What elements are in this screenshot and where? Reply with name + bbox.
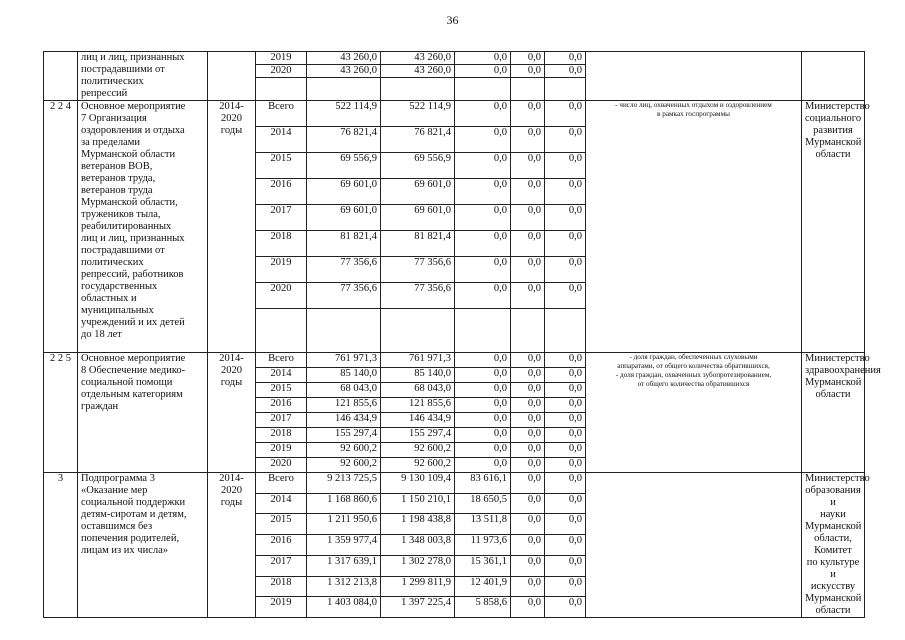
local-cell: 0,0 bbox=[511, 398, 545, 413]
table-row bbox=[44, 473, 865, 494]
federal-cell: 0,0 bbox=[455, 398, 511, 413]
item-name: Основное мероприятие 8 Обеспечение медико- социальной помощи отдельным категориям граждан bbox=[78, 353, 208, 473]
other-cell: 0,0 bbox=[545, 231, 586, 257]
year-cell: 2016 bbox=[256, 535, 307, 556]
total-cell: 69 601,0 bbox=[307, 205, 381, 231]
other-cell: 0,0 bbox=[545, 368, 586, 383]
total-cell: 1 403 084,0 bbox=[307, 597, 381, 618]
year-cell: 2015 bbox=[256, 153, 307, 179]
item-name: Подпрограмма 3 «Оказание мер социальной поддержки детям-сиротам и детям, оставшимся без попечения родителей, лицам из их числа» bbox=[78, 473, 208, 618]
item-executor: Министерство здравоохранения Мурманской области bbox=[802, 353, 865, 473]
regional-cell: 69 601,0 bbox=[381, 179, 455, 205]
federal-cell: 0,0 bbox=[455, 101, 511, 127]
local-cell: 0,0 bbox=[511, 493, 545, 514]
year-cell: 2019 bbox=[256, 443, 307, 458]
other-cell: 0,0 bbox=[545, 65, 586, 78]
federal-cell: 0,0 bbox=[455, 257, 511, 283]
total-cell: 9 213 725,5 bbox=[307, 473, 381, 494]
federal-cell: 12 401,9 bbox=[455, 576, 511, 597]
local-cell: 0,0 bbox=[511, 428, 545, 443]
regional-cell: 9 130 109,4 bbox=[381, 473, 455, 494]
other-cell: 0,0 bbox=[545, 153, 586, 179]
regional-cell: 92 600,2 bbox=[381, 443, 455, 458]
year-cell: 2016 bbox=[256, 398, 307, 413]
local-cell: 0,0 bbox=[511, 353, 545, 368]
empty-cell bbox=[545, 78, 586, 101]
federal-cell: 0,0 bbox=[455, 428, 511, 443]
other-cell: 0,0 bbox=[545, 101, 586, 127]
item-period bbox=[208, 52, 256, 101]
item-indicator bbox=[586, 473, 802, 618]
item-executor: Министерство образования и науки Мурманской области, Комитет по культуре и искусству Мурманской области bbox=[802, 473, 865, 618]
other-cell: 0,0 bbox=[545, 514, 586, 535]
total-cell: 92 600,2 bbox=[307, 458, 381, 473]
total-cell: 43 260,0 bbox=[307, 65, 381, 78]
year-cell: 2014 bbox=[256, 368, 307, 383]
year-cell: 2017 bbox=[256, 413, 307, 428]
regional-cell: 522 114,9 bbox=[381, 101, 455, 127]
item-code: 3 bbox=[44, 473, 78, 618]
other-cell: 0,0 bbox=[545, 353, 586, 368]
item-executor: Министерство социального развития Мурманской области bbox=[802, 101, 865, 353]
local-cell: 0,0 bbox=[511, 231, 545, 257]
local-cell: 0,0 bbox=[511, 153, 545, 179]
item-name: лиц и лиц, признанных пострадавшими от политических репрессий bbox=[78, 52, 208, 101]
item-period: 2014- 2020 годы bbox=[208, 353, 256, 473]
regional-cell: 121 855,6 bbox=[381, 398, 455, 413]
regional-cell: 1 150 210,1 bbox=[381, 493, 455, 514]
total-cell: 43 260,0 bbox=[307, 52, 381, 65]
federal-cell: 83 616,1 bbox=[455, 473, 511, 494]
federal-cell: 0,0 bbox=[455, 383, 511, 398]
year-cell: 2017 bbox=[256, 205, 307, 231]
empty-cell bbox=[307, 309, 381, 353]
federal-cell: 0,0 bbox=[455, 52, 511, 65]
local-cell: 0,0 bbox=[511, 473, 545, 494]
federal-cell: 0,0 bbox=[455, 413, 511, 428]
year-cell: 2015 bbox=[256, 514, 307, 535]
year-cell: 2020 bbox=[256, 458, 307, 473]
regional-cell: 43 260,0 bbox=[381, 65, 455, 78]
total-cell: 85 140,0 bbox=[307, 368, 381, 383]
regional-cell: 68 043,0 bbox=[381, 383, 455, 398]
local-cell: 0,0 bbox=[511, 127, 545, 153]
other-cell: 0,0 bbox=[545, 428, 586, 443]
empty-cell bbox=[511, 309, 545, 353]
item-code: 2 2 4 bbox=[44, 101, 78, 353]
total-cell: 69 556,9 bbox=[307, 153, 381, 179]
item-indicator: - число лиц, охваченных отдыхом и оздоровлением в рамках госпрограммы bbox=[586, 101, 802, 353]
total-cell: 77 356,6 bbox=[307, 257, 381, 283]
local-cell: 0,0 bbox=[511, 257, 545, 283]
year-cell: 2014 bbox=[256, 127, 307, 153]
total-cell: 77 356,6 bbox=[307, 283, 381, 309]
total-cell: 76 821,4 bbox=[307, 127, 381, 153]
regional-cell: 155 297,4 bbox=[381, 428, 455, 443]
empty-cell bbox=[256, 309, 307, 353]
item-name: Основное мероприятие 7 Организация оздоровления и отдыха за пределами Мурманской области ветеранов ВОВ, ветеранов труда, ветеранов труда Мурманской области, тружеников тыла, реабилитированных лиц и лиц, признанных пострадавшими от политических репрессий, работников государственных областных и муниципальных учреждений и их детей до 18 лет bbox=[78, 101, 208, 353]
regional-cell: 146 434,9 bbox=[381, 413, 455, 428]
regional-cell: 1 348 003,8 bbox=[381, 535, 455, 556]
other-cell: 0,0 bbox=[545, 493, 586, 514]
regional-cell: 43 260,0 bbox=[381, 52, 455, 65]
local-cell: 0,0 bbox=[511, 101, 545, 127]
total-cell: 1 168 860,6 bbox=[307, 493, 381, 514]
local-cell: 0,0 bbox=[511, 597, 545, 618]
empty-cell bbox=[545, 309, 586, 353]
item-period: 2014- 2020 годы bbox=[208, 473, 256, 618]
item-code bbox=[44, 52, 78, 101]
budget-table bbox=[43, 51, 881, 618]
federal-cell: 18 650,5 bbox=[455, 493, 511, 514]
total-cell: 522 114,9 bbox=[307, 101, 381, 127]
local-cell: 0,0 bbox=[511, 514, 545, 535]
empty-cell bbox=[511, 78, 545, 101]
year-cell: 2019 bbox=[256, 257, 307, 283]
regional-cell: 1 198 438,8 bbox=[381, 514, 455, 535]
federal-cell: 0,0 bbox=[455, 127, 511, 153]
regional-cell: 85 140,0 bbox=[381, 368, 455, 383]
other-cell: 0,0 bbox=[545, 576, 586, 597]
local-cell: 0,0 bbox=[511, 576, 545, 597]
year-cell: 2019 bbox=[256, 597, 307, 618]
year-cell: 2015 bbox=[256, 383, 307, 398]
local-cell: 0,0 bbox=[511, 179, 545, 205]
year-cell: 2018 bbox=[256, 576, 307, 597]
year-cell: 2018 bbox=[256, 428, 307, 443]
empty-cell bbox=[256, 78, 307, 101]
empty-cell bbox=[381, 78, 455, 101]
federal-cell: 5 858,6 bbox=[455, 597, 511, 618]
local-cell: 0,0 bbox=[511, 443, 545, 458]
regional-cell: 1 302 278,0 bbox=[381, 555, 455, 576]
federal-cell: 0,0 bbox=[455, 231, 511, 257]
federal-cell: 0,0 bbox=[455, 205, 511, 231]
total-cell: 1 211 950,6 bbox=[307, 514, 381, 535]
other-cell: 0,0 bbox=[545, 52, 586, 65]
item-code: 2 2 5 bbox=[44, 353, 78, 473]
total-cell: 81 821,4 bbox=[307, 231, 381, 257]
local-cell: 0,0 bbox=[511, 65, 545, 78]
local-cell: 0,0 bbox=[511, 413, 545, 428]
year-cell: Всего bbox=[256, 353, 307, 368]
local-cell: 0,0 bbox=[511, 205, 545, 231]
year-cell: 2017 bbox=[256, 555, 307, 576]
total-cell: 68 043,0 bbox=[307, 383, 381, 398]
table-row bbox=[44, 101, 865, 127]
regional-cell: 1 397 225,4 bbox=[381, 597, 455, 618]
total-cell: 92 600,2 bbox=[307, 443, 381, 458]
federal-cell: 0,0 bbox=[455, 443, 511, 458]
federal-cell: 0,0 bbox=[455, 353, 511, 368]
local-cell: 0,0 bbox=[511, 458, 545, 473]
empty-cell bbox=[381, 309, 455, 353]
regional-cell: 76 821,4 bbox=[381, 127, 455, 153]
total-cell: 761 971,3 bbox=[307, 353, 381, 368]
total-cell: 69 601,0 bbox=[307, 179, 381, 205]
year-cell: 2018 bbox=[256, 231, 307, 257]
other-cell: 0,0 bbox=[545, 555, 586, 576]
page-number: 36 bbox=[446, 13, 459, 27]
total-cell: 1 317 639,1 bbox=[307, 555, 381, 576]
regional-cell: 69 556,9 bbox=[381, 153, 455, 179]
regional-cell: 69 601,0 bbox=[381, 205, 455, 231]
total-cell: 155 297,4 bbox=[307, 428, 381, 443]
local-cell: 0,0 bbox=[511, 383, 545, 398]
local-cell: 0,0 bbox=[511, 368, 545, 383]
federal-cell: 0,0 bbox=[455, 368, 511, 383]
empty-cell bbox=[455, 309, 511, 353]
federal-cell: 0,0 bbox=[455, 458, 511, 473]
year-cell: Всего bbox=[256, 101, 307, 127]
other-cell: 0,0 bbox=[545, 398, 586, 413]
local-cell: 0,0 bbox=[511, 535, 545, 556]
other-cell: 0,0 bbox=[545, 283, 586, 309]
regional-cell: 81 821,4 bbox=[381, 231, 455, 257]
item-indicator: - доля граждан, обеспеченных слуховыми аппаратами, от общего количества обратившихся, - доля граждан, охваченных зубопротезированием, от общего количества обратившихся bbox=[586, 353, 802, 473]
item-period: 2014- 2020 годы bbox=[208, 101, 256, 353]
local-cell: 0,0 bbox=[511, 283, 545, 309]
item-indicator bbox=[586, 52, 802, 101]
year-cell: Всего bbox=[256, 473, 307, 494]
regional-cell: 77 356,6 bbox=[381, 257, 455, 283]
local-cell: 0,0 bbox=[511, 555, 545, 576]
regional-cell: 92 600,2 bbox=[381, 458, 455, 473]
empty-cell bbox=[455, 78, 511, 101]
other-cell: 0,0 bbox=[545, 127, 586, 153]
other-cell: 0,0 bbox=[545, 597, 586, 618]
regional-cell: 77 356,6 bbox=[381, 283, 455, 309]
year-cell: 2014 bbox=[256, 493, 307, 514]
regional-cell: 761 971,3 bbox=[381, 353, 455, 368]
year-cell: 2020 bbox=[256, 65, 307, 78]
federal-cell: 11 973,6 bbox=[455, 535, 511, 556]
total-cell: 1 312 213,8 bbox=[307, 576, 381, 597]
empty-cell bbox=[307, 78, 381, 101]
federal-cell: 13 511,8 bbox=[455, 514, 511, 535]
other-cell: 0,0 bbox=[545, 413, 586, 428]
federal-cell: 0,0 bbox=[455, 179, 511, 205]
other-cell: 0,0 bbox=[545, 535, 586, 556]
local-cell: 0,0 bbox=[511, 52, 545, 65]
other-cell: 0,0 bbox=[545, 458, 586, 473]
regional-cell: 1 299 811,9 bbox=[381, 576, 455, 597]
table-row bbox=[44, 52, 865, 65]
other-cell: 0,0 bbox=[545, 443, 586, 458]
other-cell: 0,0 bbox=[545, 383, 586, 398]
other-cell: 0,0 bbox=[545, 179, 586, 205]
federal-cell: 0,0 bbox=[455, 153, 511, 179]
federal-cell: 0,0 bbox=[455, 283, 511, 309]
federal-cell: 0,0 bbox=[455, 65, 511, 78]
federal-cell: 15 361,1 bbox=[455, 555, 511, 576]
other-cell: 0,0 bbox=[545, 205, 586, 231]
table-row bbox=[44, 353, 865, 368]
total-cell: 121 855,6 bbox=[307, 398, 381, 413]
item-executor bbox=[802, 52, 865, 101]
total-cell: 1 359 977,4 bbox=[307, 535, 381, 556]
year-cell: 2016 bbox=[256, 179, 307, 205]
other-cell: 0,0 bbox=[545, 257, 586, 283]
total-cell: 146 434,9 bbox=[307, 413, 381, 428]
other-cell: 0,0 bbox=[545, 473, 586, 494]
year-cell: 2019 bbox=[256, 52, 307, 65]
year-cell: 2020 bbox=[256, 283, 307, 309]
